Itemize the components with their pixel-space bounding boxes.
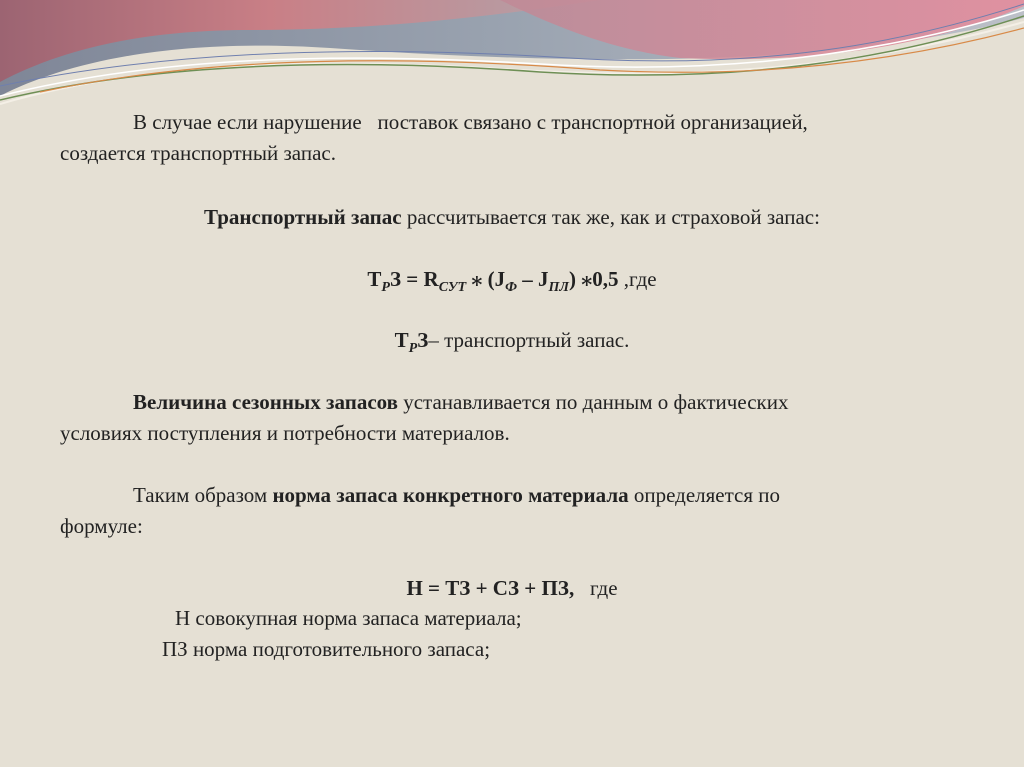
formula1-factor: 0,5	[592, 267, 619, 291]
formula1-star2: ⁎	[581, 267, 593, 291]
definition1-text: – транспортный запас.	[428, 328, 630, 352]
legend-symbol: Н	[175, 606, 191, 630]
paragraph3-rest: устанавливается по данным о фактических	[397, 390, 789, 414]
formula1-close: )	[569, 267, 582, 291]
formula1-t: Т	[367, 267, 382, 291]
formula1-r-sub: СУТ	[438, 280, 467, 295]
definition1-z: З	[417, 328, 429, 352]
paragraph3-bold: Величина сезонных запасов	[133, 390, 398, 414]
legend-item-h	[175, 605, 522, 631]
paragraph2-rest: рассчитывается так же, как и страховой запас:	[401, 205, 820, 229]
definition1-t: Т	[394, 328, 409, 352]
definition1-t-sub: Р	[408, 341, 418, 356]
formula2-where: где	[574, 576, 618, 600]
paragraph1-line2: создается транспортный запас.	[60, 141, 336, 165]
paragraph4-line2: формуле:	[60, 514, 143, 538]
formula-transport-stock	[0, 266, 1024, 301]
formula1-open-j: (J	[487, 267, 506, 291]
legend-symbol: ПЗ	[162, 637, 188, 661]
paragraph4-bold: норма запаса конкретного материала	[272, 483, 629, 507]
formula1-minus-j: – J	[517, 267, 549, 291]
paragraph3-line2: условиях поступления и потребности материалов.	[60, 421, 510, 445]
formula2-expr: Н = ТЗ + СЗ + ПЗ,	[406, 576, 575, 600]
legend-item-pz	[162, 636, 490, 662]
header-wave-decoration	[0, 0, 1024, 115]
formula1-jpl-sub: ПЛ	[548, 280, 570, 295]
paragraph3-line1	[133, 389, 788, 415]
formula1-z-eq-r: З = R	[389, 267, 439, 291]
formula-stock-norm	[0, 575, 1024, 601]
paragraph4-line1	[133, 482, 780, 508]
paragraph1-line1: В случае если нарушение поставок связано с транспортной организацией,	[133, 110, 808, 134]
formula1-star1: ⁎	[466, 267, 488, 291]
paragraph4-start: Таким образом	[133, 483, 273, 507]
formula1-t-sub: Р	[381, 280, 390, 295]
formula1-where: ,где	[618, 267, 657, 291]
formula1-jf-sub: Ф	[505, 280, 518, 295]
definition-transport-stock	[0, 327, 1024, 362]
legend-text: норма подготовительного запаса;	[192, 637, 491, 661]
paragraph2-bold: Транспортный запас	[204, 205, 402, 229]
paragraph2	[0, 204, 1024, 230]
paragraph4-rest: определяется по	[628, 483, 781, 507]
legend-text: совокупная норма запаса материала;	[195, 606, 522, 630]
